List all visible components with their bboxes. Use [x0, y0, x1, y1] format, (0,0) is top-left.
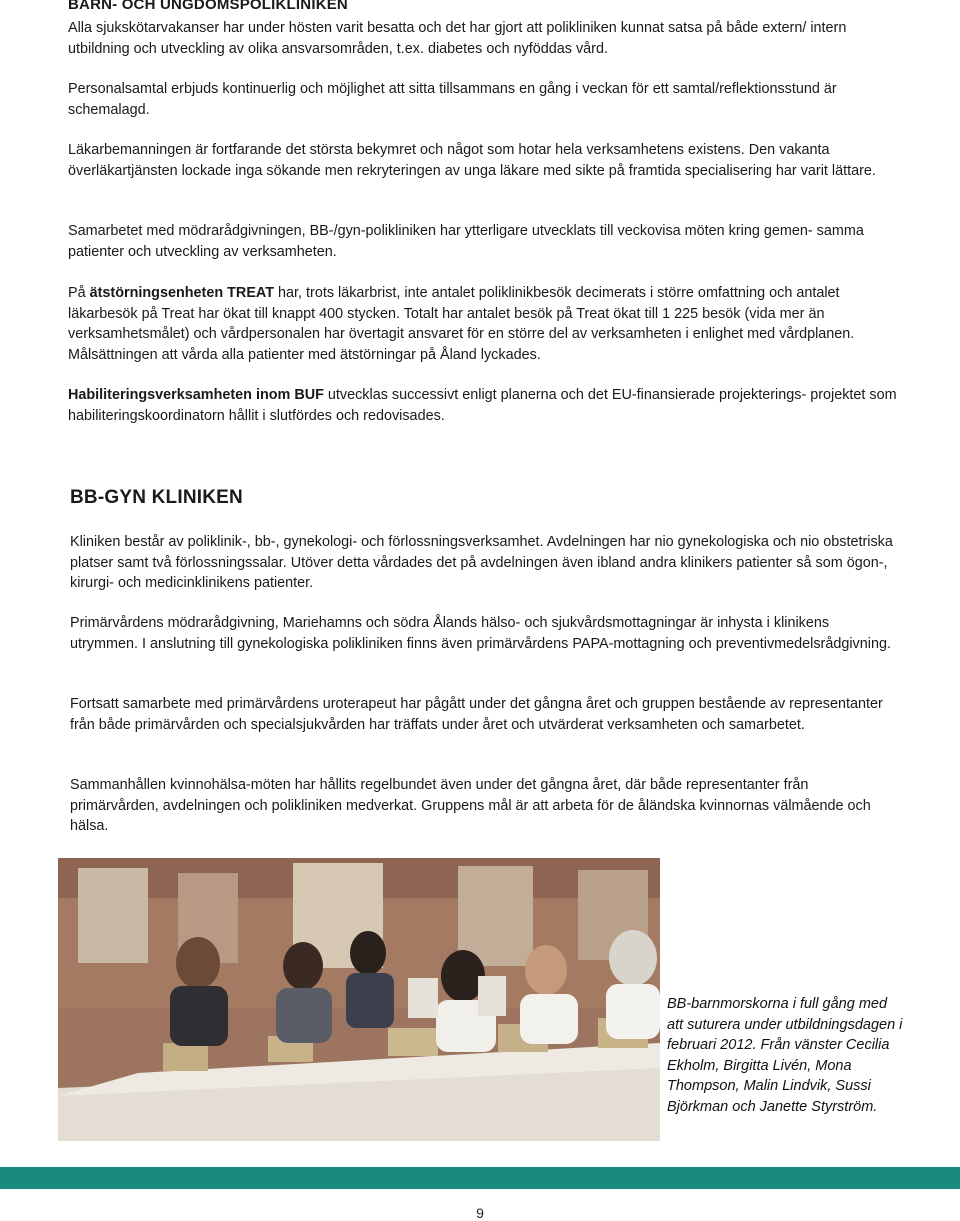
group-photo [58, 858, 660, 1141]
paragraph-habilitering [68, 385, 898, 426]
text-run: har, trots läkarbrist, inte antalet poliklinikbesök decimerats i större omfattning och antalet läkarbesök på Treat har ökat till knappt 400 stycken. Totalt har antalet besök på Treat ökat till 1 225 besök (vida mer än verksamhetsmålet) och vårdpersonalen har övertagit ansvaret för en större del av verksamheten i enlighet med vårdplanen. Målsättningen att vårda alla patienter med ätstörningar på Åland lyckades. [68, 285, 855, 363]
bold-term-buf: Habiliteringsverksamheten inom BUF [68, 387, 324, 403]
photo-illustration [58, 858, 660, 1141]
footer-bar [0, 1167, 960, 1189]
paragraph: Läkarbemanningen är fortfarande det största bekymret och något som hotar hela verksamhetens existens. Den vakanta överläkartjänsten lockade inga sökande men rekryteringen av unga läkare med sikte på framtida specialisering har varit lättare. [68, 142, 876, 179]
section-title-bb-gyn: BB-GYN KLINIKEN [70, 487, 243, 508]
page-number: 9 [476, 1205, 484, 1221]
paragraph: Primärvårdens mödrarådgivning, Mariehamns och södra Ålands hälso- och sjukvårdsmottagningar är inhysta i klinikens utrymmen. I anslutning till gynekologiska polikliniken finns även primärvårdens PAPA-mottagning och preventivmedelsrådgivning. [70, 615, 891, 652]
paragraph-treat [68, 283, 898, 365]
paragraph: Personalsamtal erbjuds kontinuerlig och möjlighet att sitta tillsammans en gång i veckan för ett samtal/reflektionsstund är schemalagd. [68, 81, 837, 118]
bold-term-treat: ätstörningsenheten TREAT [89, 285, 275, 301]
paragraph: Kliniken består av poliklinik-, bb-, gynekologi- och förlossningsverksamhet. Avdelningen har nio gynekologiska och nio obstetriska platser samt två förlossningssalar. Utöver detta vårdades det på avdelningen även ibland andra klinikers patienter så som ögon-, kirurgi- och medicinklinikens patienter. [70, 534, 893, 591]
text-run: På [68, 285, 90, 301]
section-title-barn-ungdom: BARN- OCH UNGDOMSPOLIKLINIKEN [68, 0, 348, 13]
paragraph: Alla sjukskötarvakanser har under hösten varit besatta och det har gjort att polikliniken kunnat satsa på både extern/ intern utbildning och utveckling av olika ansvarsområden, t.ex. diabetes och nyföddas vård. [68, 20, 847, 57]
paragraph: Samarbetet med mödrarådgivningen, BB-/gyn-polikliniken har ytterligare utvecklats till veckovisa möten kring gemen- samma patienter och utveckling av verksamheten. [68, 223, 864, 260]
photo-caption: BB-barnmorskorna i full gång med att suturera under utbildningsdagen i februari 2012. Från vänster Cecilia Ekholm, Birgitta Livén, Mona Thompson, Malin Lindvik, Sussi Björkman och Janette Styrström. [667, 996, 903, 1115]
paragraph: Fortsatt samarbete med primärvårdens uroterapeut har pågått under det gångna året och gruppen bestående av representanter från både primärvården och specialsjukvården har träffats under året och utvärderat verksamheten och samarbetet. [70, 696, 883, 733]
paragraph: Sammanhållen kvinnohälsa-möten har hållits regelbundet även under det gångna året, där både representanter från primärvården, avdelningen och polikliniken medverkat. Gruppens mål är att arbeta för de åländska kvinnornas välmående och hälsa. [70, 777, 871, 834]
text-run: utvecklas successivt enligt planerna och det EU-finansierade projekterings- projektet som habiliteringskoordinatorn hållit i slutfördes och redovisades. [68, 387, 897, 424]
